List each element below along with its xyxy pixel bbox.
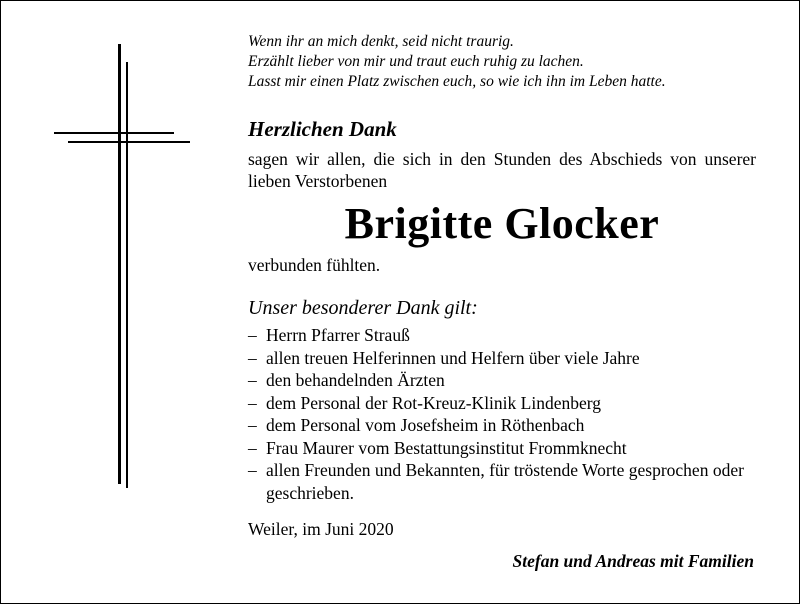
special-thanks-list [248, 324, 756, 504]
poem-line: Erzählt lieber von mir und traut euch ruhig zu lachen. [248, 53, 584, 70]
special-thanks-title: Unser besonderer Dank gilt: [248, 297, 478, 319]
poem-line: Wenn ihr an mich denkt, seid nicht traurig. [248, 33, 514, 50]
cross-horizontal-bar-2 [68, 141, 190, 143]
cross-vertical-bar-2 [126, 62, 128, 488]
list-item-text: Frau Maurer vom Bestattungsinstitut Frommknecht [266, 437, 627, 458]
after-name-text: verbunden fühlten. [248, 255, 381, 275]
list-item-text: allen Freunden und Bekannten, für tröstende Worte gesprochen oder geschrieben. [266, 460, 744, 503]
list-item [248, 414, 756, 437]
list-item [248, 324, 756, 347]
cross-horizontal-bar-1 [54, 132, 174, 134]
poem-line: Lasst mir einen Platz zwischen euch, so wie ich ihn im Leben hatte. [248, 73, 666, 90]
intro-text: sagen wir allen, die sich in den Stunden des Abschieds von unserer lieben Verstorbenen [248, 149, 756, 191]
deceased-name: Brigitte Glocker [344, 199, 660, 248]
poem [248, 32, 756, 92]
list-item-text: den behandelnden Ärzten [266, 370, 445, 390]
dash-bullet: – [248, 437, 257, 458]
dash-bullet: – [248, 460, 257, 480]
dash-bullet: – [248, 325, 257, 345]
signature: Stefan und Andreas mit Familien [512, 551, 754, 571]
list-item [248, 347, 756, 370]
place-date: Weiler, im Juni 2020 [248, 519, 394, 539]
dash-bullet: – [248, 347, 257, 368]
list-item-text: dem Personal vom Josefsheim in Röthenbach [266, 415, 585, 435]
cross-vertical-bar-1 [118, 44, 121, 484]
dash-bullet: – [248, 370, 257, 390]
thanks-heading: Herzlichen Dank [248, 117, 397, 141]
list-item [248, 369, 756, 392]
list-item [248, 437, 756, 460]
list-item [248, 392, 756, 415]
list-item-text: dem Personal der Rot-Kreuz-Klinik Lindenberg [266, 392, 602, 413]
dash-bullet: – [248, 415, 257, 435]
list-item-text: Herrn Pfarrer Strauß [266, 325, 410, 345]
notice-content [248, 32, 756, 540]
list-item [248, 459, 756, 504]
list-item-text: allen treuen Helferinnen und Helfern über viele Jahre [266, 347, 640, 368]
dash-bullet: – [248, 392, 257, 413]
